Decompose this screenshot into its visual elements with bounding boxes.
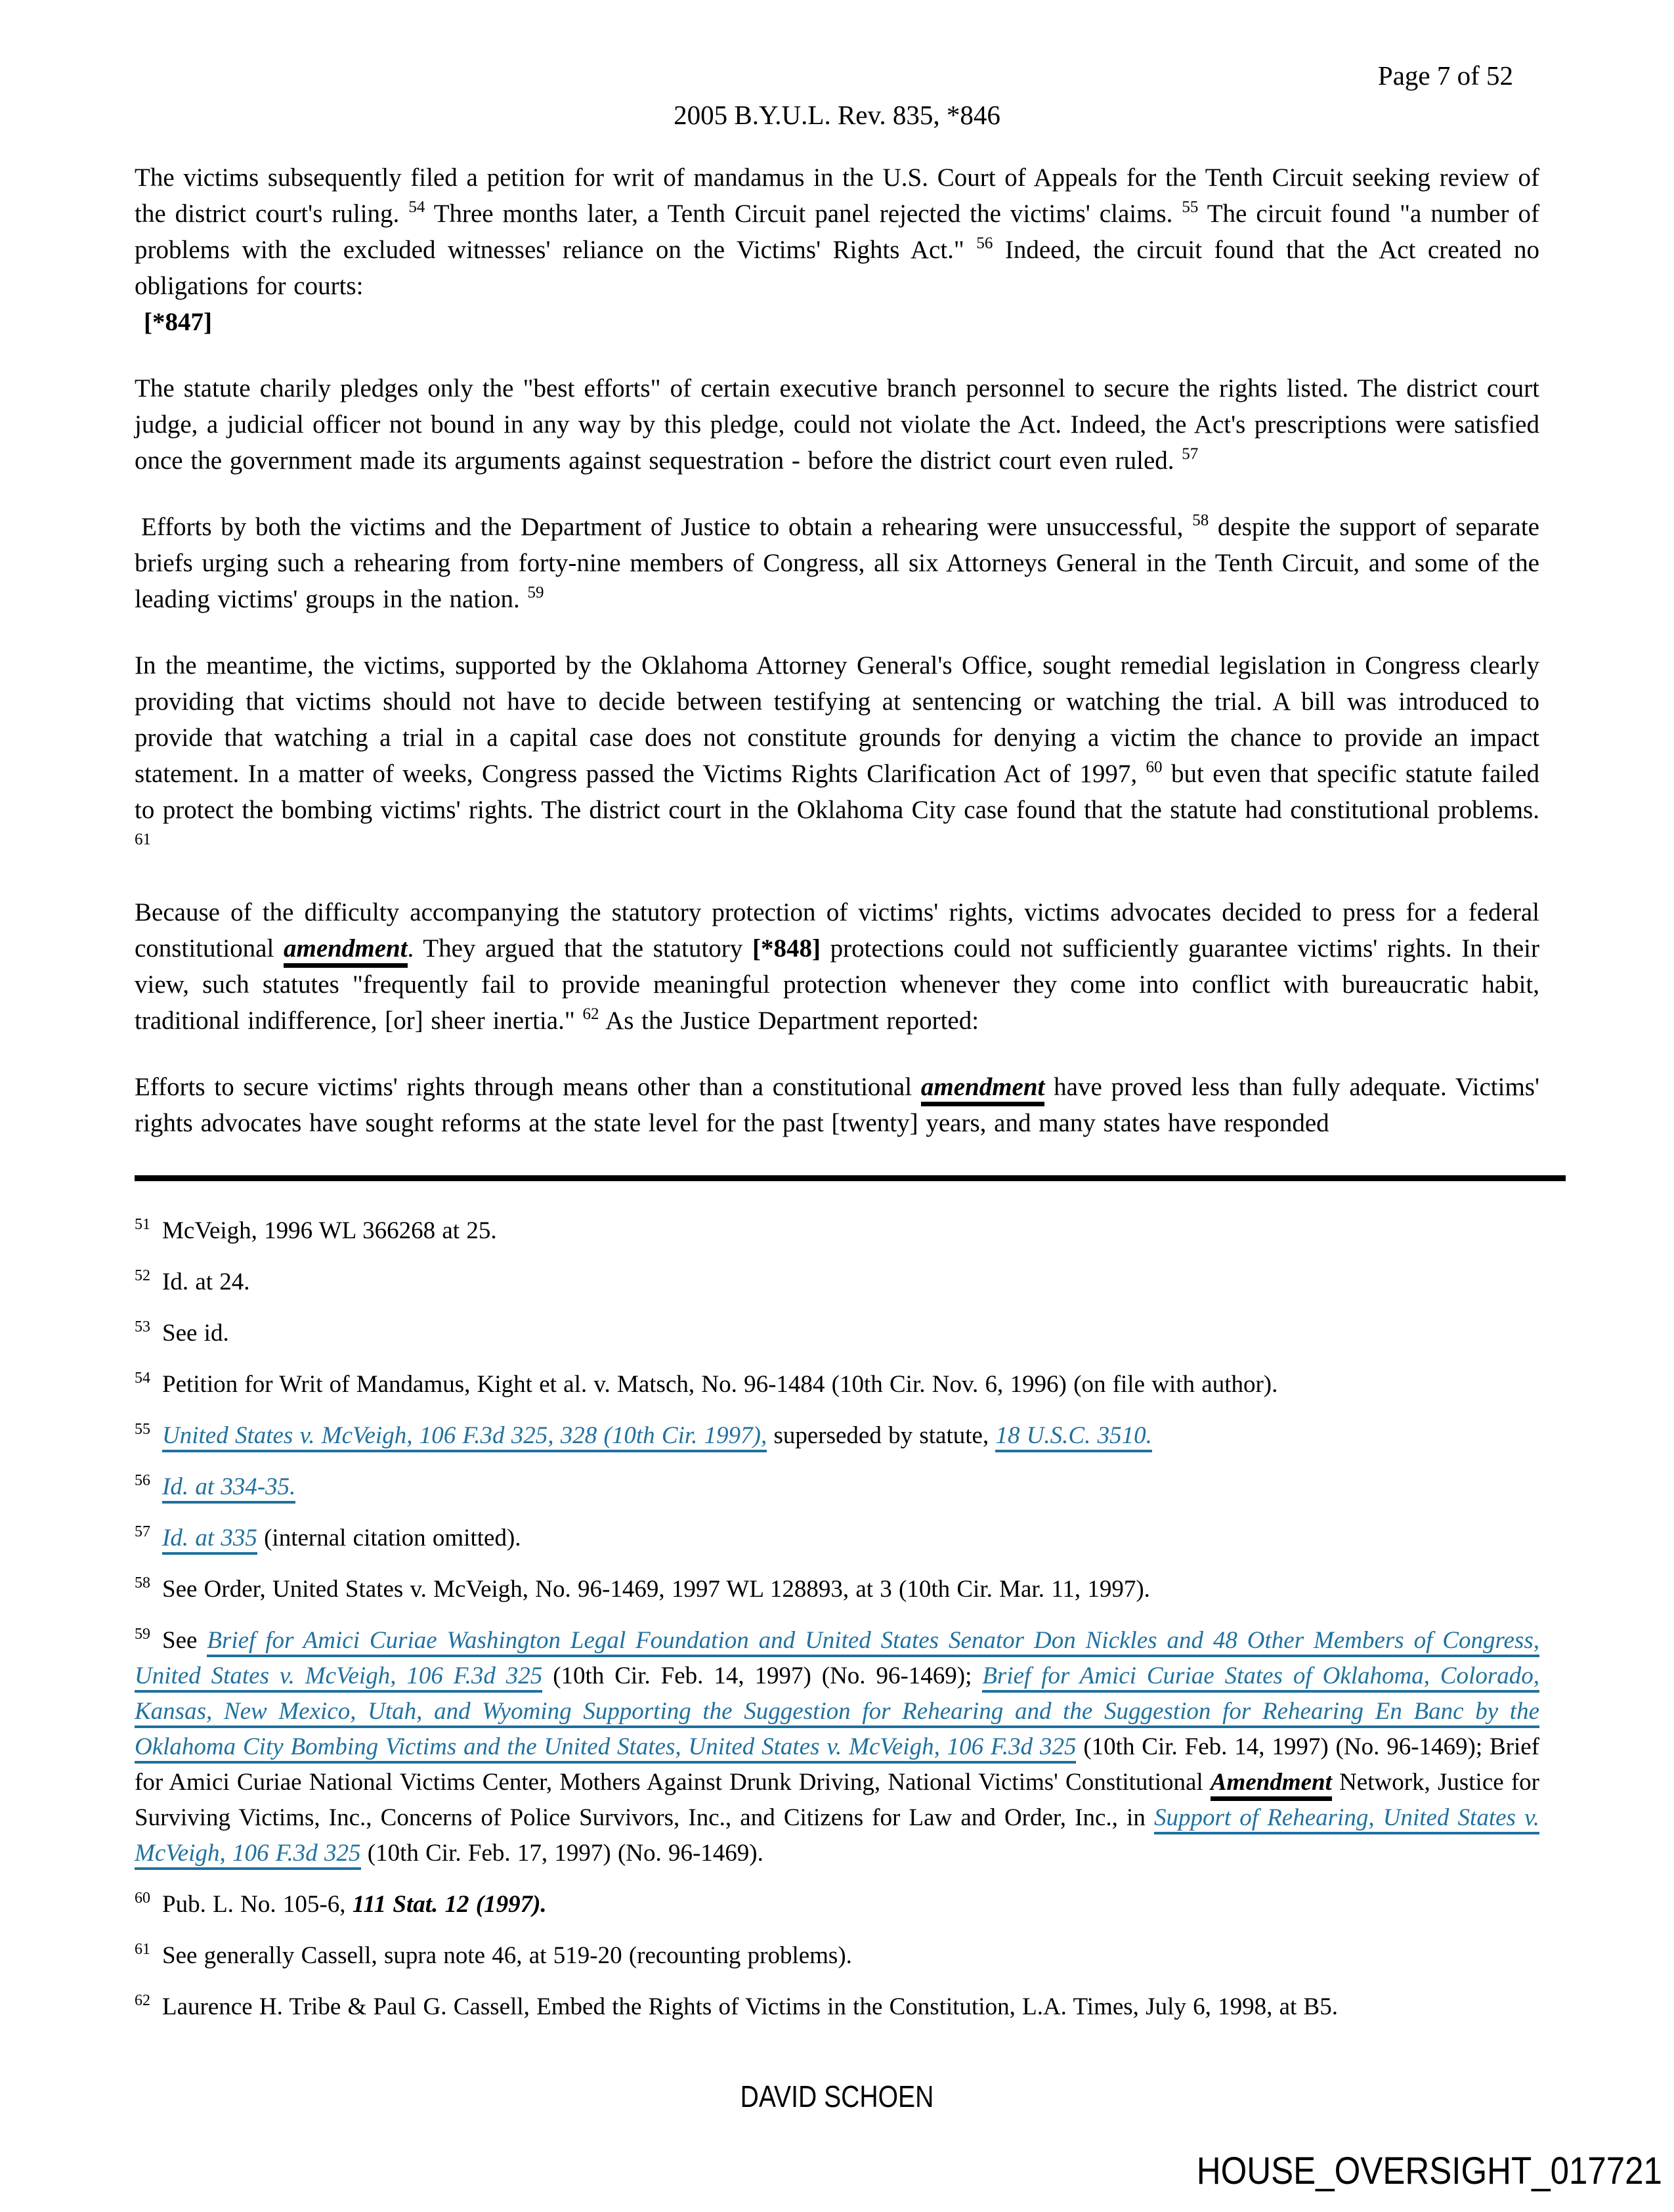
footnote-number: 55	[135, 1421, 150, 1438]
text-run: 111 Stat. 12 (1997).	[352, 1891, 547, 1918]
case-citation-link[interactable]: Id. at 334-35.	[162, 1473, 295, 1504]
footnote-number: 59	[135, 1626, 150, 1643]
text-run: McVeigh, 1996 WL 366268 at 25.	[162, 1217, 497, 1244]
text-run: The statute charily pledges only the "best efforts" of certain executive branch personnel to secure the rights listed. The district court judge, a judicial officer not bound in any way by this pledge, could not violate the Act. Indeed, the Act's prescriptions were satisfied once the government made its arguments against sequestration - before the district court even ruled.	[135, 374, 1539, 475]
text-run: Three months later, a Tenth Circuit panel rejected the victims' claims.	[425, 200, 1182, 228]
text-run: have proved less than fully adequate. Victims' rights advocates have sought reforms at the state level for the past [twenty] years, and many states have responded	[135, 1073, 1539, 1137]
footnote-item	[135, 1521, 1539, 1556]
text-run: Indeed, the circuit found that the Act created no obligations for courts:	[135, 236, 1540, 300]
footnote-ref: 59	[527, 584, 544, 601]
text-run: See Order, United States v. McVeigh, No. 96-1469, 1997 WL 128893, at 3 (10th Cir. Mar. 11, 1997).	[162, 1576, 1150, 1603]
bates-number: HOUSE_OVERSIGHT_017721	[1196, 2150, 1662, 2192]
footnote-ref: 62	[582, 1005, 599, 1023]
text-run: Petition for Writ of Mandamus, Kight et al. v. Matsch, No. 96-1484 (10th Cir. Nov. 6, 1996) (on file with author).	[162, 1371, 1278, 1398]
body-paragraph	[135, 370, 1539, 479]
text-run: . They argued that the statutory	[407, 934, 752, 963]
text-run: Because of the difficulty accompanying the statutory protection of victims' rights, victims advocates decided to press for a federal constitutional	[135, 898, 1539, 963]
footnote-text	[162, 1320, 229, 1347]
body-paragraph	[135, 160, 1539, 304]
footnote-number: 57	[135, 1523, 150, 1540]
footnote-ref: 56	[976, 234, 993, 252]
text-run: The victims subsequently filed a petition for writ of mandamus in the U.S. Court of Appeals for the Tenth Circuit seeking review of the district court's ruling.	[135, 163, 1539, 228]
footer-name-stamp: DAVID SCHOEN	[740, 2079, 934, 2114]
footnote-number: 56	[135, 1472, 150, 1489]
text-run: In the meantime, the victims, supported by the Oklahoma Attorney General's Office, sought remedial legislation in Congress clearly providing that victims should not have to decide between testifying at sentencing or watching the trial. A bill was introduced to provide that watching a trial in a capital case does not constitute grounds for denying a victim the chance to provide an impact statement. In a matter of weeks, Congress passed the Victims Rights Clarification Act of 1997,	[135, 651, 1539, 788]
footnote-text	[162, 1576, 1150, 1603]
footnote-number: 61	[135, 1941, 150, 1958]
text-run: [*847]	[144, 308, 212, 336]
footnote-item	[135, 1623, 1539, 1871]
footnote-ref: 58	[1192, 511, 1209, 529]
text-run: Efforts by both the victims and the Department of Justice to obtain a rehearing were unsuccessful,	[141, 513, 1193, 541]
footnote-number: 60	[135, 1890, 150, 1907]
footnote-ref: 55	[1182, 198, 1199, 216]
case-citation-link[interactable]: United States v. McVeigh, 106 F.3d 325, 328 (10th Cir. 1997),	[162, 1422, 767, 1452]
footnote-number: 54	[135, 1370, 150, 1387]
footnote-item	[135, 1265, 1539, 1300]
footnote-number: 53	[135, 1318, 150, 1335]
text-run: (10th Cir. Feb. 14, 1997) (No. 96-1469);	[542, 1662, 983, 1689]
footnote-number: 52	[135, 1267, 150, 1284]
text-run: but even that specific statute failed to protect the bombing victims' rights. The district court in the Oklahoma City case found that the statute had constitutional problems.	[135, 760, 1539, 824]
case-citation-link[interactable]: Support of Rehearing, United States v. McVeigh, 106 F.3d 325	[135, 1804, 1539, 1870]
footnote-ref: 60	[1146, 758, 1163, 776]
footnote-number: 58	[135, 1574, 150, 1592]
text-run: amendment	[284, 934, 408, 968]
footnote-item	[135, 1316, 1539, 1351]
footnote-ref: 57	[1182, 445, 1199, 463]
footnote-item	[135, 1213, 1539, 1249]
body-paragraph	[135, 647, 1539, 864]
footnote-text	[162, 1269, 250, 1295]
footnote-text	[162, 1891, 547, 1918]
footnote-text	[162, 1942, 852, 1969]
text-run: Id. at 24.	[162, 1269, 250, 1295]
text-run: Laurence H. Tribe & Paul G. Cassell, Embed the Rights of Victims in the Constitution, L.A. Times, July 6, 1998, at B5.	[162, 1993, 1338, 2020]
footnote-item	[135, 1938, 1539, 1974]
text-run: See	[162, 1627, 207, 1654]
footnote-item	[135, 1572, 1539, 1607]
text-run: See generally Cassell, supra note 46, at 519-20 (recounting problems).	[162, 1942, 852, 1969]
footnote-separator	[135, 1175, 1566, 1181]
text-run: [*848]	[752, 934, 830, 963]
case-citation-link[interactable]: Brief for Amici Curiae Washington Legal Foundation and United States Senator Don Nickles and 48 Other Members of Congress, United States v. McVeigh, 106 F.3d 325	[135, 1627, 1539, 1693]
footnote-number: 62	[135, 1992, 150, 2009]
body-paragraph	[135, 304, 1539, 340]
footnote-ref: 54	[408, 198, 425, 216]
footnote-ref: 61	[135, 831, 151, 848]
body-paragraph	[135, 1069, 1539, 1141]
body-paragraph	[135, 894, 1539, 1039]
text-run: protections could not sufficiently guarantee victims' rights. In their view, such statutes "frequently fail to provide meaningful protection whenever they come into conflict with bureaucratic habit, traditional indifference, [or] sheer inertia."	[135, 934, 1539, 1035]
case-citation-link[interactable]: 18 U.S.C. 3510.	[995, 1422, 1151, 1452]
footnote-text	[162, 1525, 521, 1555]
page-number: Page 7 of 52	[1377, 60, 1513, 91]
citation-header: 2005 B.Y.U.L. Rev. 835, *846	[674, 100, 1000, 130]
text-run: Network, Justice for Surviving Victims, Inc., Concerns of Police Survivors, Inc., and Citizens for Law and Order, Inc., in	[135, 1769, 1539, 1831]
footnote-item	[135, 1887, 1539, 1922]
text-run: (internal citation omitted).	[257, 1525, 521, 1551]
footnote-text	[162, 1422, 1152, 1452]
case-citation-link[interactable]: Id. at 335	[162, 1525, 257, 1555]
text-run: Efforts to secure victims' rights through means other than a constitutional	[135, 1073, 921, 1101]
text-run: superseded by statute,	[767, 1422, 996, 1449]
text-run: The circuit found "a number of problems with the excluded witnesses' reliance on the Victims' Rights Act."	[135, 200, 1539, 264]
footnote-item	[135, 1418, 1539, 1454]
text-run: Amendment	[1211, 1769, 1332, 1801]
footnote-item	[135, 1989, 1539, 2025]
footnote-item	[135, 1469, 1539, 1505]
footnote-text	[135, 1627, 1539, 1870]
text-run: (10th Cir. Feb. 17, 1997) (No. 96-1469).	[360, 1840, 763, 1867]
footnote-text	[162, 1473, 295, 1504]
footnote-text	[162, 1993, 1338, 2020]
body-section	[135, 160, 1539, 1141]
footnote-item	[135, 1367, 1539, 1402]
footnotes-section	[135, 1213, 1539, 2041]
footnote-text	[162, 1217, 497, 1244]
text-run: See id.	[162, 1320, 229, 1347]
text-run: Pub. L. No. 105-6,	[162, 1891, 353, 1918]
body-paragraph	[135, 509, 1539, 617]
footnote-number: 51	[135, 1216, 150, 1233]
text-run: (10th Cir. Feb. 14, 1997) (No. 96-1469); Brief for Amici Curiae National Victims Center, Mothers Against Drunk Driving, National Victims' Constitutional	[135, 1733, 1539, 1796]
text-run: despite the support of separate briefs urging such a rehearing from forty-nine members of Congress, all six Attorneys General in the Tenth Circuit, and some of the leading victims' groups in the nation.	[135, 513, 1539, 613]
case-citation-link[interactable]: Brief for Amici Curiae States of Oklahoma, Colorado, Kansas, New Mexico, Utah, and Wyoming Supporting the Suggestion for Rehearing and the Suggestion for Rehearing En Banc by the Oklahoma City Bombing Victims and the United States, United States v. McVeigh, 106 F.3d 325	[135, 1662, 1539, 1764]
footnote-text	[162, 1371, 1277, 1398]
text-run: As the Justice Department reported:	[599, 1007, 979, 1035]
text-run: amendment	[921, 1073, 1045, 1106]
